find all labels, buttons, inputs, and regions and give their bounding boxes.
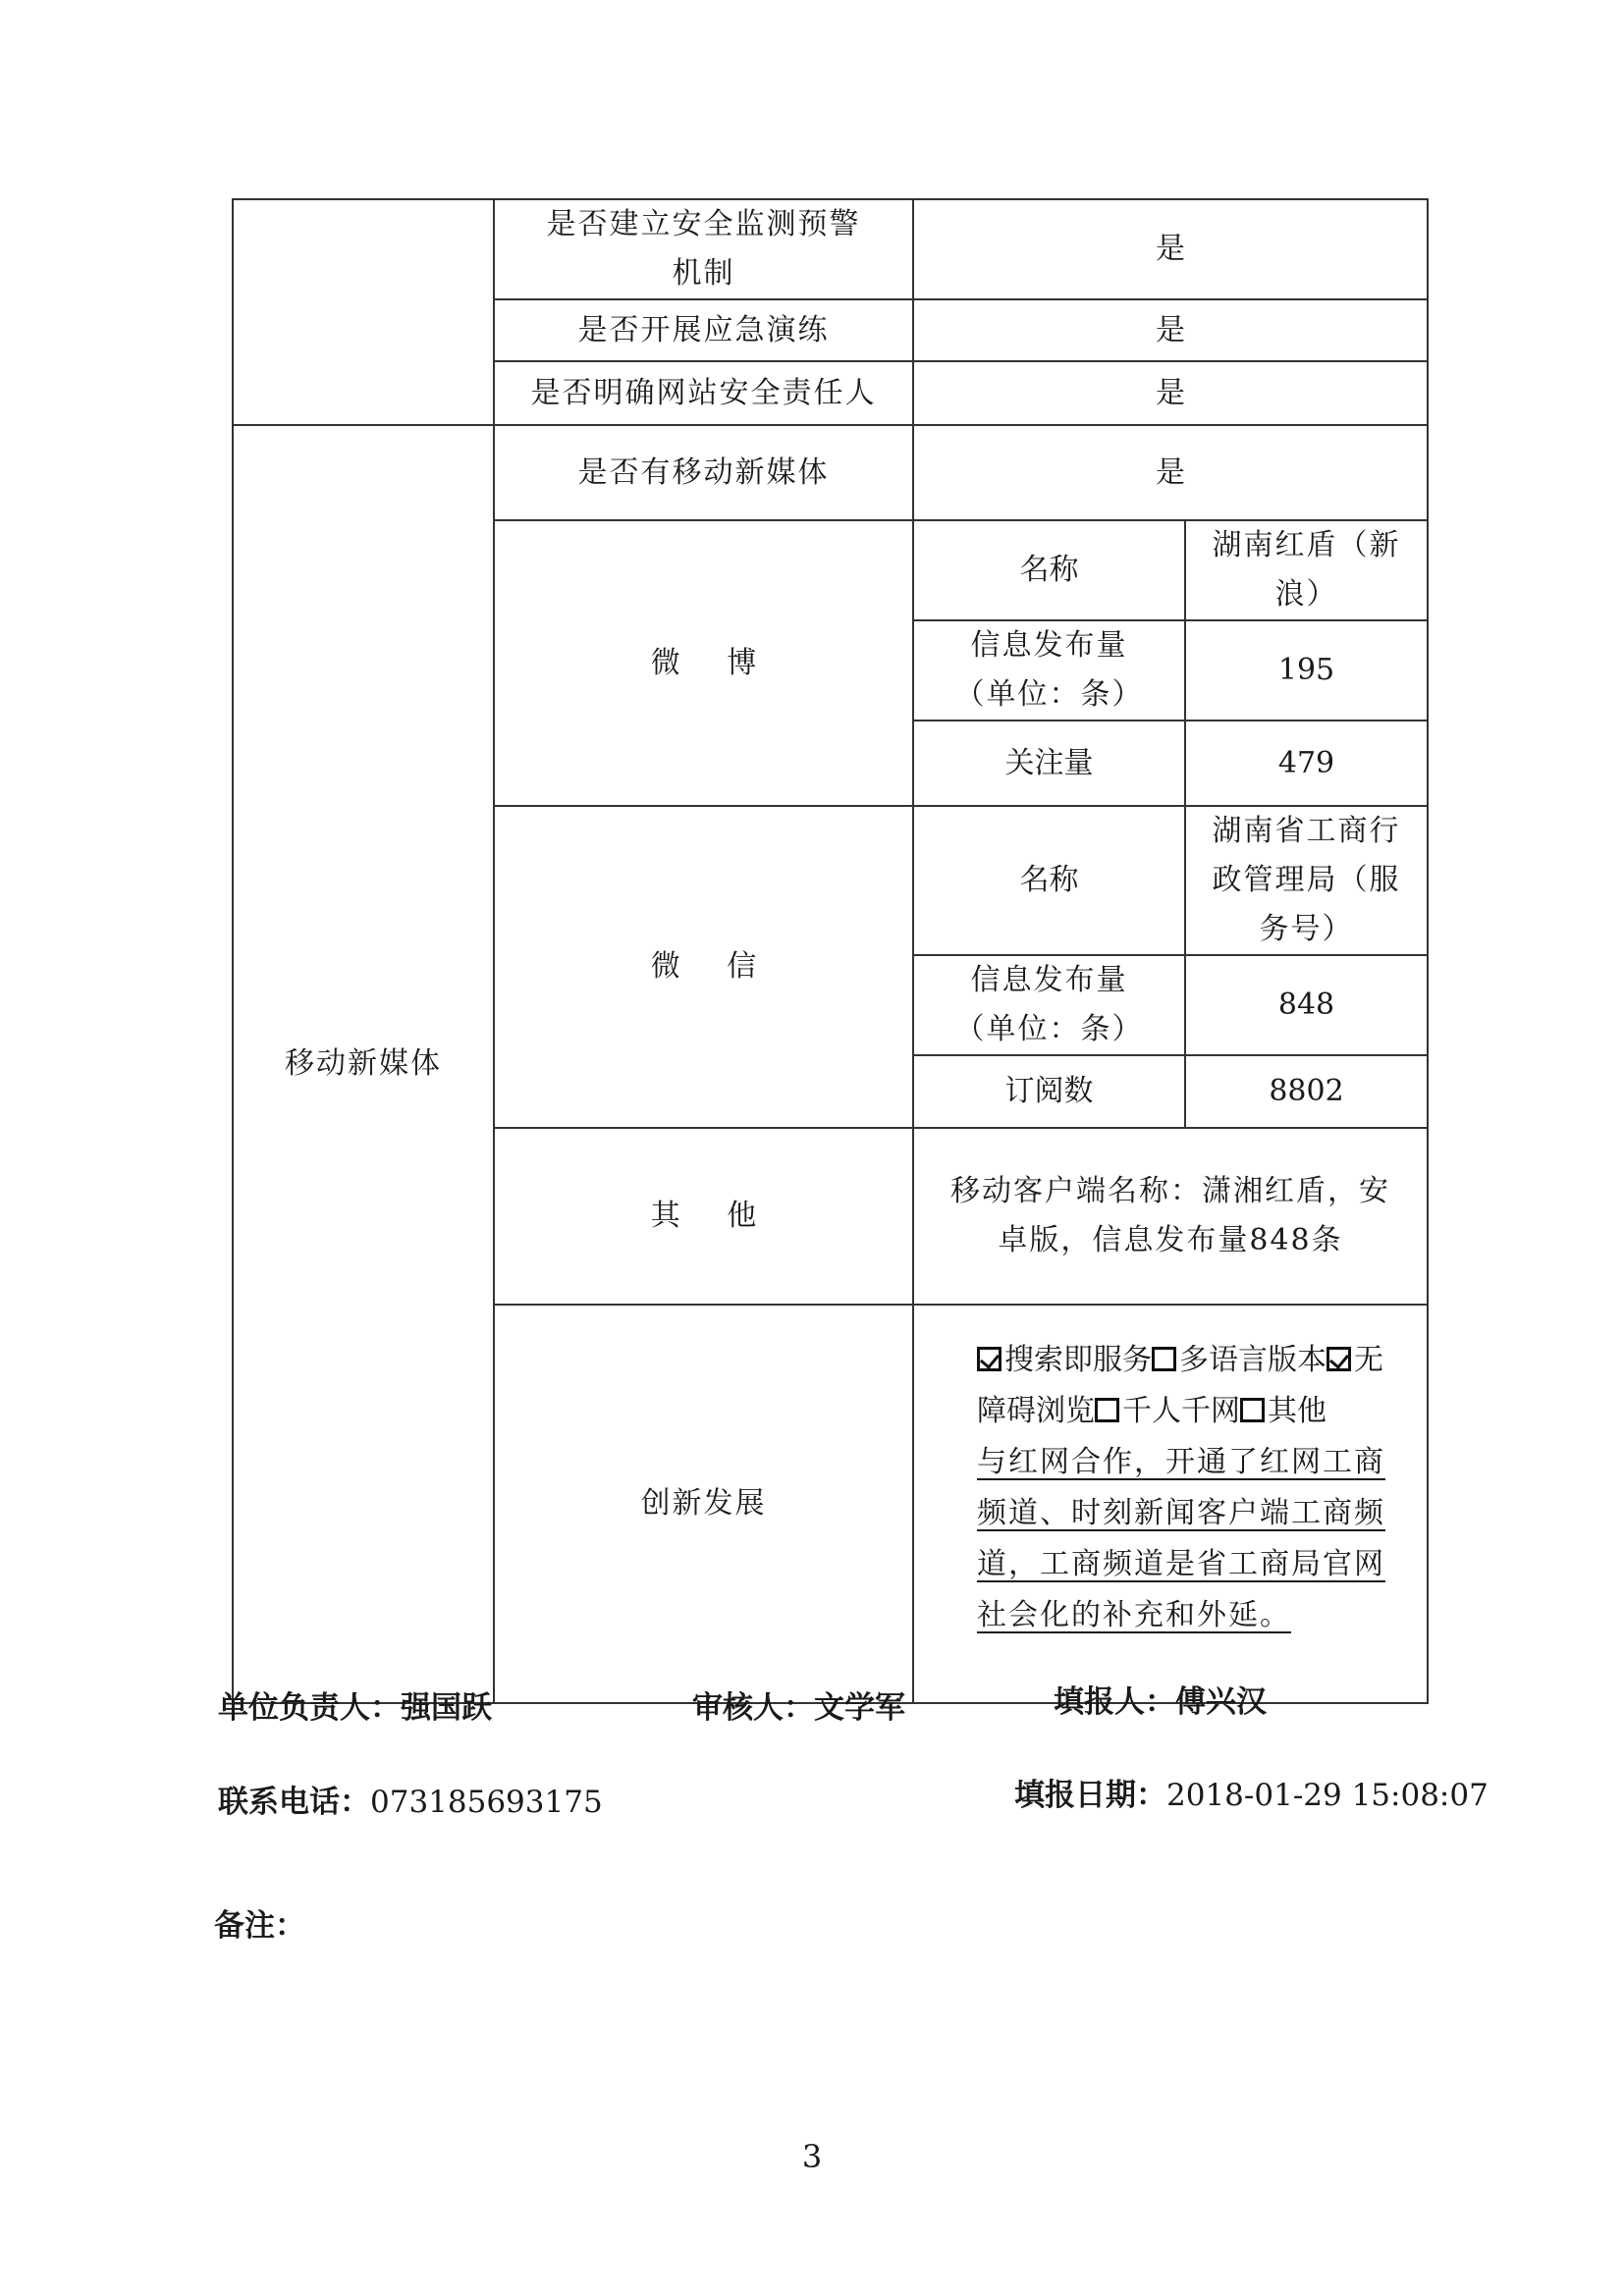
has-media-value: 是 — [913, 425, 1428, 520]
other-value: 移动客户端名称：潇湘红盾，安卓版，信息发布量848条 — [913, 1128, 1428, 1305]
unit-head-value: 强国跃 — [401, 1690, 492, 1726]
wechat-name-label: 名称 — [913, 806, 1185, 955]
option-personalized-label: 千人千网 — [1122, 1394, 1240, 1428]
innovation-content — [913, 1305, 1428, 1703]
innovation-section-label: 创新发展 — [494, 1305, 913, 1703]
checkbox-empty-icon[interactable] — [1240, 1398, 1265, 1422]
weibo-name-value: 湖南红盾（新浪） — [1185, 520, 1428, 620]
filler — [1054, 1677, 1267, 1721]
phone — [218, 1777, 603, 1821]
option-search-service[interactable] — [977, 1343, 1152, 1377]
wechat-posts-label: 信息发布量（单位：条） — [913, 955, 1185, 1055]
weibo-followers-value: 479 — [1185, 721, 1428, 806]
monitor-value: 是 — [913, 199, 1428, 299]
weibo-followers-label: 关注量 — [913, 721, 1185, 806]
fill-date — [1014, 1770, 1489, 1814]
reviewer — [692, 1682, 905, 1727]
media-section-label: 移动新媒体 — [233, 425, 494, 1703]
option-other[interactable] — [1240, 1394, 1326, 1428]
reviewer-label: 审核人： — [692, 1690, 814, 1726]
drill-value: 是 — [913, 299, 1428, 361]
wechat-subscribers-value: 8802 — [1185, 1055, 1428, 1128]
drill-label: 是否开展应急演练 — [494, 299, 913, 361]
responsible-label: 是否明确网站安全责任人 — [494, 361, 913, 425]
weibo-label: 微 博 — [494, 520, 913, 806]
innovation-other-text: 与红网合作，开通了红网工商频道、时刻新闻客户端工商频道，工商频道是省工商局官网社会化的补充和外延。 — [977, 1445, 1385, 1632]
other-label: 其 他 — [494, 1128, 913, 1305]
has-media-label: 是否有移动新媒体 — [494, 425, 913, 520]
option-search-service-label: 搜索即服务 — [1004, 1343, 1152, 1377]
weibo-posts-label: 信息发布量（单位：条） — [913, 620, 1185, 721]
unit-head-label: 单位负责人： — [218, 1690, 401, 1726]
wechat-label: 微 信 — [494, 806, 913, 1128]
option-multilingual[interactable] — [1152, 1343, 1326, 1377]
filler-label: 填报人： — [1054, 1684, 1175, 1720]
checkbox-checked-icon[interactable] — [977, 1347, 1001, 1371]
checkbox-checked-icon[interactable] — [1326, 1347, 1351, 1371]
monitor-label: 是否建立安全监测预警机制 — [494, 199, 913, 299]
option-multilingual-label: 多语言版本 — [1179, 1343, 1326, 1377]
checkbox-empty-icon[interactable] — [1152, 1347, 1176, 1371]
wechat-posts-value: 848 — [1185, 955, 1428, 1055]
wechat-subscribers-label: 订阅数 — [913, 1055, 1185, 1128]
responsible-value: 是 — [913, 361, 1428, 425]
option-personalized[interactable] — [1095, 1394, 1240, 1428]
remarks — [214, 1900, 305, 1945]
fill-date-value: 2018-01-29 15:08:07 — [1166, 1778, 1489, 1813]
checkbox-empty-icon[interactable] — [1095, 1398, 1119, 1422]
report-table — [232, 198, 1429, 1704]
fill-date-label: 填报日期： — [1014, 1778, 1166, 1813]
wechat-name-value: 湖南省工商行政管理局（服务号） — [1185, 806, 1428, 955]
weibo-posts-value: 195 — [1185, 620, 1428, 721]
weibo-name-label: 名称 — [913, 520, 1185, 620]
remarks-label: 备注： — [214, 1908, 305, 1944]
filler-value: 傅兴汉 — [1175, 1684, 1267, 1720]
unit-head — [218, 1682, 492, 1727]
page-number: 3 — [801, 2138, 823, 2175]
security-section-cell — [233, 199, 494, 425]
option-other-label: 其他 — [1268, 1394, 1326, 1428]
phone-label: 联系电话： — [218, 1785, 370, 1820]
innovation-options — [977, 1335, 1411, 1437]
option-accessibility-label: 无障碍浏览 — [977, 1343, 1383, 1428]
phone-value: 073185693175 — [370, 1785, 603, 1820]
reviewer-value: 文学军 — [814, 1690, 905, 1726]
